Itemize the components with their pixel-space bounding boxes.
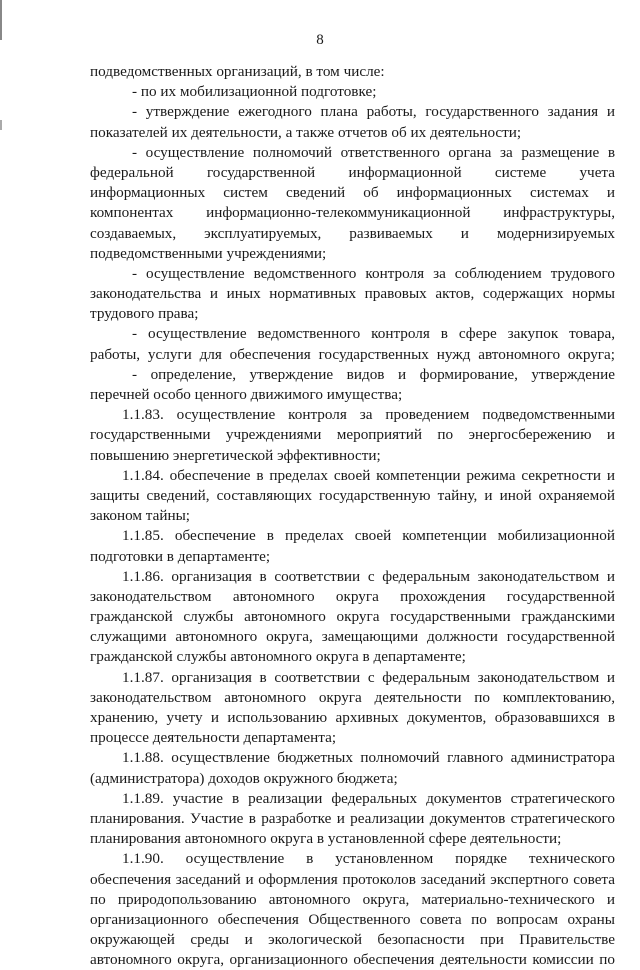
text-line: 1.1.84. обеспечение в пределах своей компетенции режима секретности и — [122, 466, 615, 484]
text-line: информационных систем сведений об информационных системах и — [90, 184, 615, 202]
text-line: федеральной государственной информационной системе учета — [90, 163, 615, 181]
text-line: 1.1.89. участие в реализации федеральных документов стратегического — [122, 789, 615, 807]
text-line: гражданской службы автономного округа в департаменте; — [90, 648, 466, 666]
text-line: подведомственных организаций, в том числе: — [90, 63, 385, 80]
text-line: подведомственными учреждениями; — [90, 244, 327, 262]
text-line: государственными учреждениями мероприятий по энергосбережению и — [90, 426, 615, 444]
text-line: служащими автономного округа, замещающими должности государственной — [90, 628, 615, 646]
text-line: 1.1.86. организация в соответствии с федеральным законодательством и — [122, 567, 615, 585]
text-line: перечней особо ценного движимого имущества; — [90, 386, 403, 403]
text-line: обеспечения заседаний и оформления протоколов заседаний экспертного совета — [90, 870, 615, 888]
text-line: 1.1.88. осуществление бюджетных полномочий главного администратора — [122, 749, 615, 767]
text-line: законодательством автономного округа деятельности по комплектованию, — [90, 688, 615, 706]
text-line: компонентах информационно-телекоммуникационной инфраструктуры, — [90, 204, 615, 222]
text-line: планирования. Участие в разработке и реализации документов стратегического — [90, 809, 615, 827]
page-number: 8 — [316, 32, 324, 48]
text-line: - осуществление полномочий ответственного органа за размещение в — [132, 143, 615, 161]
text-line: подготовки в департаменте; — [90, 547, 271, 565]
text-line: 1.1.83. осуществление контроля за проведением подведомственными — [122, 406, 615, 424]
text-line: трудового права; — [90, 305, 199, 323]
text-line: - осуществление ведомственного контроля за соблюдением трудового — [132, 264, 615, 282]
text-line: 1.1.90. осуществление в установленном порядке технического — [122, 850, 615, 868]
text-line: законодательства и иных нормативных правовых актов, содержащих нормы — [90, 285, 615, 303]
text-line: - утверждение ежегодного плана работы, государственного задания и — [132, 103, 615, 121]
text-line: - определение, утверждение видов и формирование, утверждение — [132, 365, 615, 383]
body-text — [90, 62, 615, 970]
text-line: организационного обеспечения Общественного совета по вопросам охраны — [90, 910, 615, 928]
text-line: работы, услуги для обеспечения государственных нужд автономного округа; — [90, 345, 615, 363]
text-line: автономного округа, организационного обеспечения деятельности комиссии по — [90, 951, 615, 969]
text-line: 1.1.85. обеспечение в пределах своей компетенции мобилизационной — [122, 527, 615, 545]
text-line: хранению, учету и использованию архивных документов, образовавшихся в — [90, 709, 615, 726]
text-line: защиты сведений, составляющих государственную тайну, и иной охраняемой — [90, 486, 615, 504]
text-line: - по их мобилизационной подготовке; — [132, 83, 377, 101]
text-line: повышению энергетической эффективности; — [90, 446, 381, 464]
text-line: процессе деятельности департамента; — [90, 729, 337, 747]
text-line: 1.1.87. организация в соответствии с федеральным законодательством и — [122, 668, 615, 686]
text-line: (администратора) доходов окружного бюджета; — [90, 769, 398, 787]
text-line: гражданской службы автономного округа государственными гражданскими — [90, 608, 615, 626]
text-line: создаваемых, эксплуатируемых, развиваемых и модернизируемых — [90, 224, 615, 242]
text-line: законодательством автономного округа прохождения государственной — [90, 587, 615, 605]
text-line: окружающей среды и экологической безопасности при Правительстве — [90, 931, 615, 949]
scan-edge-mark — [0, 0, 2, 905]
text-line: - осуществление ведомственного контроля в сфере закупок товара, — [132, 325, 615, 343]
text-line: законом тайны; — [90, 507, 191, 525]
text-line: по природопользованию автономного округа, материально-технического и — [90, 890, 615, 908]
text-line: планирования автономного округа в установленной сфере деятельности; — [90, 830, 562, 848]
text-line: показателей их деятельности, а также отчетов об их деятельности; — [90, 123, 522, 141]
